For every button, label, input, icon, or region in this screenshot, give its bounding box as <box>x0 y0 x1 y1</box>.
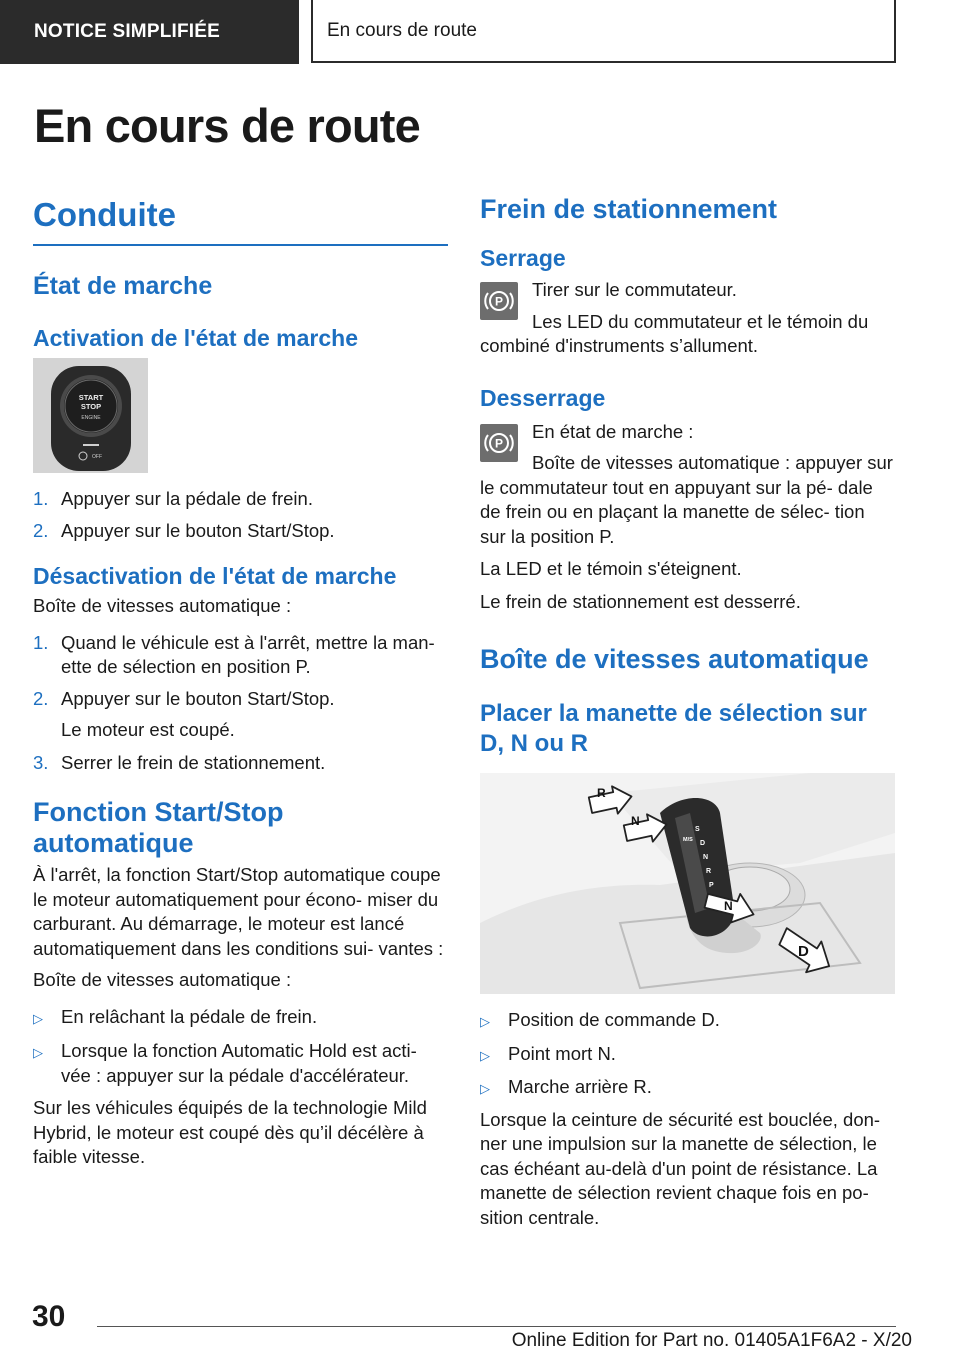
start-stop-button-image <box>33 358 148 473</box>
step-text: Quand le véhicule est à l'arrêt, mettre la man- ette de sélection en position P. <box>61 631 435 677</box>
triangle-bullet-icon: ▷ <box>480 1014 490 1029</box>
list-item <box>33 751 448 776</box>
off-label: OFF <box>92 454 102 460</box>
step-number: 3. <box>33 751 49 773</box>
heading-selector: Placer la manette de sélection sur D, N ou R <box>480 700 867 757</box>
start-label: START <box>78 393 104 402</box>
gear-selector-image <box>480 773 895 994</box>
step-text: Appuyer sur le bouton Start/Stop. <box>61 687 335 709</box>
arrow-label-r: R <box>597 786 606 800</box>
tab-label-r: R <box>706 868 712 875</box>
step-number: 2. <box>33 519 49 541</box>
mild-hybrid-paragraph: Sur les véhicules équipés de la technologie Mild Hybrid, le moteur est coupé dès qu’il décélère à faible vitesse. <box>33 1097 427 1167</box>
page-title: En cours de route <box>34 99 420 152</box>
triangle-bullet-icon: ▷ <box>33 1045 43 1060</box>
tab-label-d: D <box>700 840 706 847</box>
svg-text:P: P <box>494 294 504 309</box>
step-text: Serrer le frein de stationnement. <box>61 751 326 773</box>
parking-brake-icon <box>480 424 518 462</box>
heading-desserrage: Desserrage <box>480 384 606 411</box>
left-column <box>33 188 448 1170</box>
step-number: 2. <box>33 687 49 709</box>
bullet-text: Marche arrière R. <box>508 1076 652 1097</box>
triangle-bullet-icon: ▷ <box>480 1081 490 1096</box>
tab-label-s: S <box>695 826 700 833</box>
page-footer <box>0 1296 960 1362</box>
arrow-label-n2: N <box>724 899 733 913</box>
list-item <box>33 519 448 544</box>
step-text: Appuyer sur la pédale de frein. <box>61 488 313 509</box>
parking-brake-icon <box>480 282 518 320</box>
desserrage-line-3: La LED et le témoin s'éteignent. <box>480 558 742 579</box>
tab-label-ms: M/S <box>683 837 693 843</box>
list-item <box>33 487 448 512</box>
desserrage-line-4: Le frein de stationnement est desserré. <box>480 590 801 612</box>
heading-start-stop: Fonction Start/Stop automatique <box>33 797 284 858</box>
serrage-block <box>480 278 895 359</box>
selector-paragraph: Lorsque la ceinture de sécurité est bouclée, don- ner une impulsion sur la manette de sélection, le cas échéant au-delà d'un point de résistance. La manette de sélection revient chaque fois en po- sition centrale. <box>480 1108 881 1228</box>
serrage-line-1: Tirer sur le commutateur. <box>532 279 737 300</box>
triangle-bullet-icon: ▷ <box>480 1047 490 1063</box>
footer-divider <box>97 1326 896 1327</box>
chapter-tab: En cours de route <box>311 0 896 63</box>
desserrage-block <box>480 420 895 615</box>
tab-label-n: N <box>703 854 709 861</box>
step-text: Appuyer sur le bouton Start/Stop. <box>61 519 335 541</box>
list-item <box>480 1008 895 1035</box>
deactivation-intro: Boîte de vitesses automatique : <box>33 595 292 616</box>
selector-bullets <box>480 1008 895 1102</box>
heading-gearbox: Boîte de vitesses automatique <box>480 644 869 674</box>
heading-serrage: Serrage <box>480 245 566 271</box>
list-item <box>33 687 448 712</box>
section-title-conduite: Conduite <box>33 188 448 246</box>
bullet-text: En relâchant la pédale de frein. <box>61 1005 318 1027</box>
heading-parking-brake: Frein de stationnement <box>480 194 778 224</box>
desserrage-line-1: En état de marche : <box>532 420 694 442</box>
heading-activation: Activation de l'état de marche <box>33 325 359 351</box>
bullet-text: Position de commande D. <box>508 1009 720 1030</box>
list-item <box>33 631 448 680</box>
activation-steps <box>33 487 448 543</box>
list-item <box>33 1005 448 1032</box>
stop-label: STOP <box>80 402 102 411</box>
startstop-paragraph: À l'arrêt, la fonction Start/Stop automatique coupe le moteur automatiquement pour écono- miser du carburant. Au démarrage, le moteur est lancé automatiquement dans les conditions sui- vantes : <box>33 864 444 959</box>
step-number: 1. <box>33 631 49 653</box>
svg-text:P: P <box>494 436 504 450</box>
deactivation-steps <box>33 631 448 776</box>
bullet-text: Point mort N. <box>508 1042 616 1064</box>
edition-note: Online Edition for Part no. 01405A1F6A2 - X/20 <box>511 1330 912 1351</box>
startstop-intro: Boîte de vitesses automatique : <box>33 969 292 990</box>
list-item <box>33 1039 448 1088</box>
desserrage-line-2: Boîte de vitesses automatique : appuyer sur le commutateur tout en appuyant sur la pé- dale de frein ou en plaçant la manette de sélec- tion sur la position P. <box>480 452 893 547</box>
list-item <box>480 1042 895 1069</box>
arrow-label-n: N <box>631 814 640 828</box>
step-sub-text: Le moteur est coupé. <box>61 719 235 740</box>
triangle-bullet-icon: ▷ <box>33 1010 43 1026</box>
bullet-text: Lorsque la fonction Automatic Hold est acti- vée : appuyer sur la pédale d'accélérateur. <box>61 1040 417 1086</box>
startstop-bullets <box>33 1005 448 1089</box>
section-tab: NOTICE SIMPLIFIÉE <box>0 0 299 64</box>
tab-label-p: P <box>709 882 714 889</box>
heading-deactivation: Désactivation de l'état de marche <box>33 563 397 589</box>
engine-label: ENGINE <box>81 415 101 421</box>
arrow-label-d: D <box>798 943 809 960</box>
page-number: 30 <box>32 1300 66 1333</box>
heading-etat-de-marche: État de marche <box>33 272 213 300</box>
step-number: 1. <box>33 488 49 509</box>
page-header <box>0 0 960 66</box>
list-item <box>480 1075 895 1102</box>
right-column <box>480 194 895 1230</box>
serrage-line-2: Les LED du commutateur et le témoin du combiné d'instruments s’allument. <box>480 310 869 356</box>
